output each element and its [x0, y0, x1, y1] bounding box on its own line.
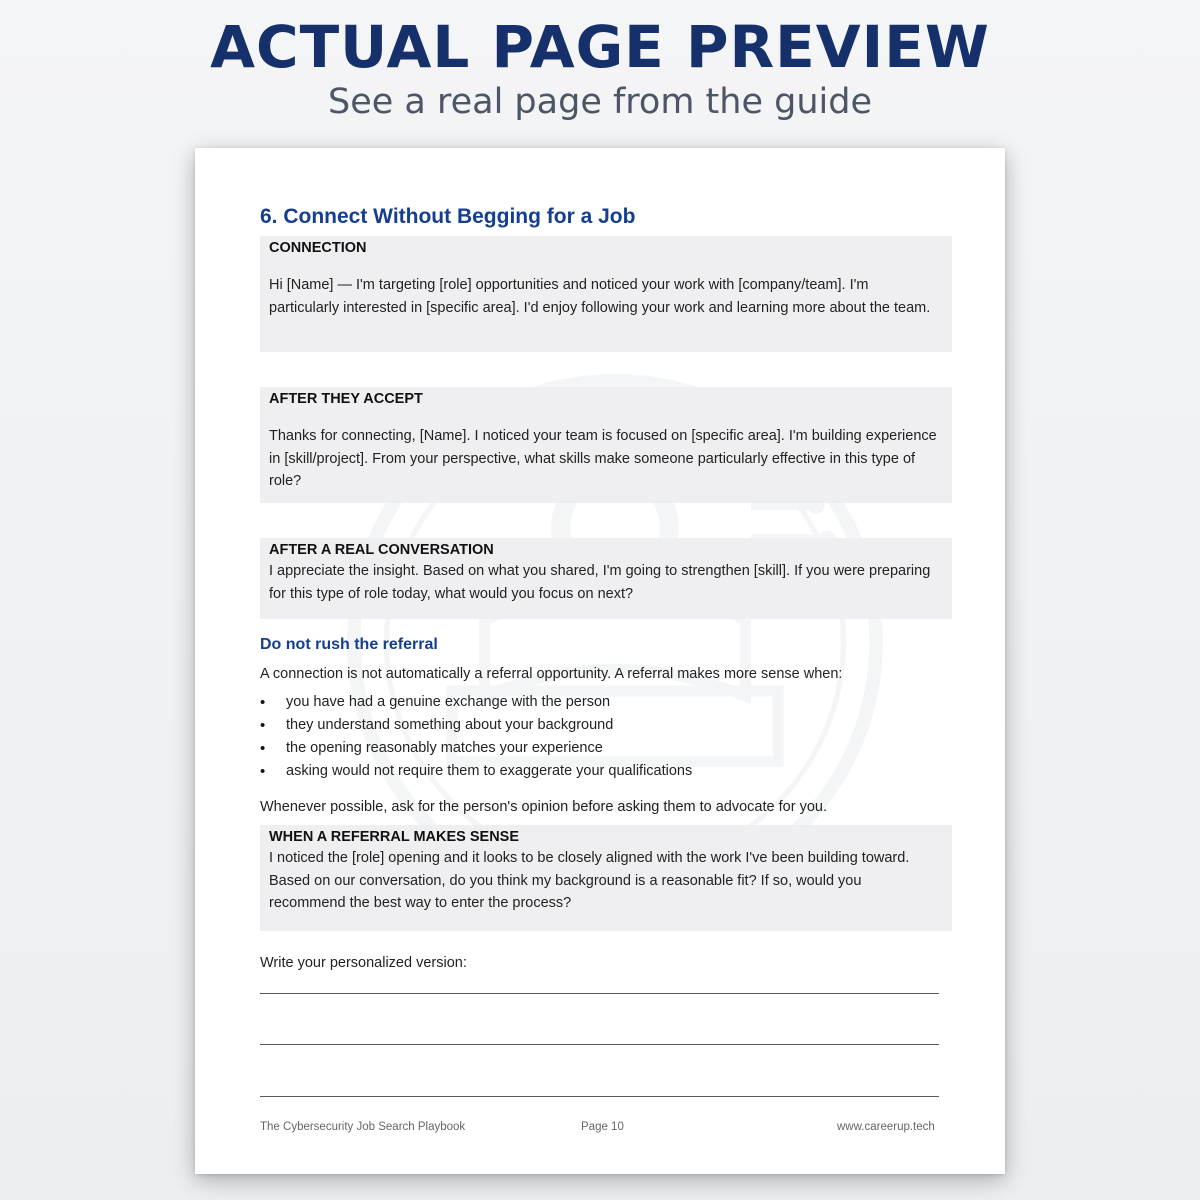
- callout-text: I noticed the [role] opening and it looks to be closely aligned with the work I've been building toward. Based on our conversation, do you think my background is a reasonable fit? If so, would you recommend the best way to enter the process?: [269, 850, 910, 911]
- banner-title: ACTUAL PAGE PREVIEW: [210, 13, 990, 81]
- callout-label: CONNECTION: [269, 240, 367, 256]
- write-prompt: Write your personalized version:: [260, 955, 467, 971]
- callout-connection: [260, 236, 952, 352]
- list-item: • you have had a genuine exchange with the person: [260, 691, 692, 714]
- referral-conditions-list: [260, 691, 692, 783]
- section-title: 6. Connect Without Begging for a Job: [260, 205, 636, 228]
- callout-when-a-referral-makes-sense: [260, 825, 952, 931]
- footer-book-title: The Cybersecurity Job Search Playbook: [260, 1121, 466, 1133]
- callout-after-they-accept: [260, 387, 952, 503]
- document-page: [195, 148, 1005, 1174]
- banner-subtitle: See a real page from the guide: [328, 82, 872, 122]
- callout-after-a-real-conversation: [260, 538, 952, 619]
- list-item: • asking would not require them to exaggerate your qualifications: [260, 760, 692, 783]
- list-item: • the opening reasonably matches your experience: [260, 737, 692, 760]
- callout-label: WHEN A REFERRAL MAKES SENSE: [269, 829, 520, 845]
- footer-page-number: Page 10: [581, 1121, 624, 1133]
- callout-label: AFTER A REAL CONVERSATION: [269, 542, 494, 558]
- writing-line[interactable]: [260, 993, 939, 994]
- referral-subheading: Do not rush the referral: [260, 636, 438, 653]
- callout-text: Thanks for connecting, [Name]. I noticed your team is focused on [specific area]. I'm building experience in [skill/project]. From your perspective, what skills make someone particularly effective in this type of role?: [269, 428, 937, 489]
- callout-label: AFTER THEY ACCEPT: [269, 391, 423, 407]
- footer-website: www.careerup.tech: [837, 1121, 935, 1133]
- closing-paragraph: Whenever possible, ask for the person's opinion before asking them to advocate for you.: [260, 799, 827, 815]
- intro-paragraph: A connection is not automatically a referral opportunity. A referral makes more sense when:: [260, 666, 843, 682]
- list-item: • they understand something about your background: [260, 714, 692, 737]
- writing-line[interactable]: [260, 1096, 939, 1097]
- callout-text: I appreciate the insight. Based on what you shared, I'm going to strengthen [skill]. If you were preparing for this type of role today, what would you focus on next?: [269, 563, 931, 602]
- callout-text: Hi [Name] — I'm targeting [role] opportunities and noticed your work with [company/team]. I'm particularly interested in [specific area]. I'd enjoy following your work and learning more about the team.: [269, 277, 931, 316]
- writing-line[interactable]: [260, 1044, 939, 1045]
